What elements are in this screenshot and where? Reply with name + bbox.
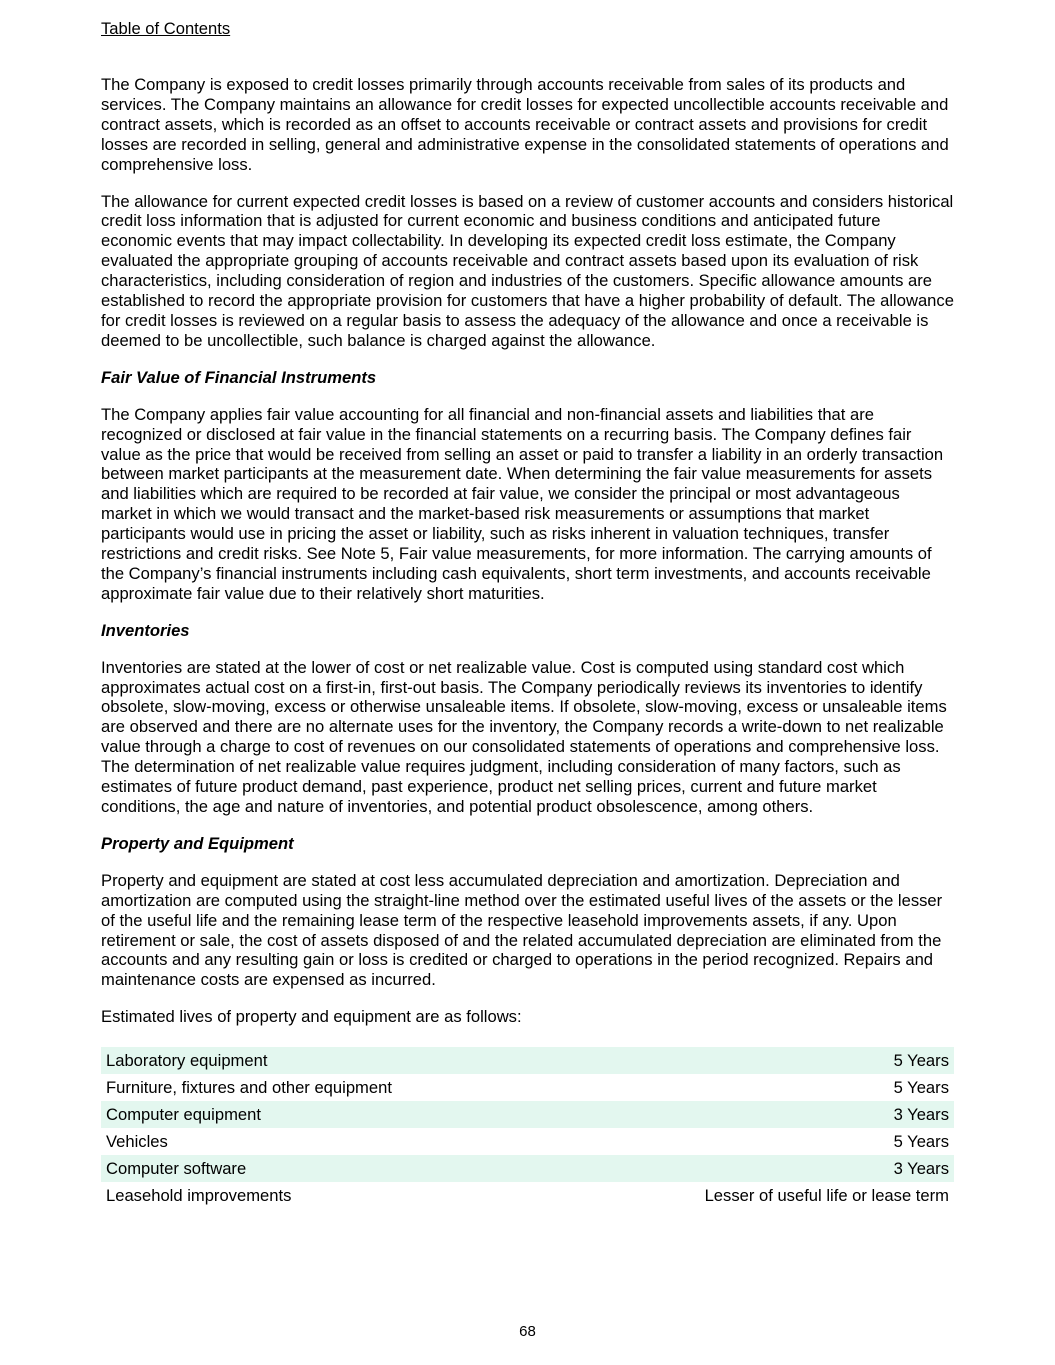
useful-life-cell: 3 Years [560,1155,954,1182]
heading-property-equipment: Property and Equipment [101,833,294,853]
table-of-contents-link[interactable]: Table of Contents [101,19,231,38]
asset-name-cell: Computer software [101,1155,560,1182]
useful-life-cell: 5 Years [560,1047,954,1074]
document-page [101,18,954,1209]
heading-inventories: Inventories [101,620,190,640]
asset-name-cell: Computer equipment [101,1101,560,1128]
useful-life-cell: 5 Years [893,1132,949,1152]
paragraph-credit-losses-2: The allowance for current expected credit losses is based on a review of customer accounts and considers historical credit loss information that is adjusted for current economic and business conditions and anticipated future economic events that may impact collectability. In developing its expected credit loss estimate, the Company evaluated the appropriate grouping of accounts receivable and contract assets based upon its evaluation of risk characteristics, including consideration of region and industries of the customers. Specific allowance amounts are established to record the appropriate provision for customers that have a higher probability of default. The allowance for credit losses is reviewed on a regular basis to assess the adequacy of the allowance and once a receivable is deemed to be uncollectible, such balance is charged against the allowance. [101,191,954,350]
table-row [101,1101,954,1128]
paragraph-inventories: Inventories are stated at the lower of cost or net realizable value. Cost is computed using standard cost which approximates actual cost on a first-in, first-out basis. The Company periodically reviews its inventories to identify obsolete, slow-moving, excess or otherwise unsaleable items. If obsolete, slow-moving, excess or unsaleable items are observed and there are no alternate uses for the inventory, the Company records a write-down to net realizable value through a charge to cost of revenues on our consolidated statements of operations and comprehensive loss. The determination of net realizable value requires judgment, including consideration of many factors, such as estimates of future product demand, past experience, product net selling prices, current and future market conditions, the age and nature of inventories, and potential product obsolescence, among others. [101,657,947,816]
asset-name-cell: Furniture, fixtures and other equipment [106,1078,392,1098]
useful-life-cell: 5 Years [893,1078,949,1098]
page-number: 68 [519,1323,536,1340]
paragraph-property-equipment: Property and equipment are stated at cost less accumulated depreciation and amortization. Depreciation and amortization are computed using the straight-line method over the estimated useful lives of the assets or the lesser of the useful life and the remaining lease term of the respective leasehold improvements assets, if any. Upon retirement or sale, the cost of assets disposed of and the related accumulated depreciation are eliminated from the accounts and any resulting gain or loss is credited or charged to operations in the period recognized. Repairs and maintenance costs are expensed as incurred. [101,870,943,990]
table-row [101,1182,954,1209]
estimated-lives-table [101,1047,954,1209]
asset-name-cell: Vehicles [106,1132,168,1152]
asset-name-cell: Leasehold improvements [106,1186,292,1206]
table-row [101,1155,954,1182]
paragraph-credit-losses-1: The Company is exposed to credit losses primarily through accounts receivable from sales of its products and services. The Company maintains an allowance for credit losses for expected uncollectible accounts receivable and contract assets, which is recorded as an offset to accounts receivable or contract assets and provisions for credit losses are recorded in selling, general and administrative expense in the consolidated statements of operations and comprehensive loss. [101,75,949,174]
table-row [101,1047,954,1074]
paragraph-estimated-lives-intro: Estimated lives of property and equipment are as follows: [101,1007,522,1027]
useful-life-cell: 3 Years [560,1101,954,1128]
table-row [101,1128,954,1155]
paragraph-fair-value: The Company applies fair value accounting for all financial and non-financial assets and liabilities that are recognized or disclosed at fair value in the financial statements on a recurring basis. The Company defines fair value as the price that would be received from selling an asset or paid to transfer a liability in an orderly transaction between market participants at the measurement date. When determining the fair value measurements for assets and liabilities which are required to be recorded at fair value, we consider the principal or most advantageous market in which we would transact and the market-based risk measurements or assumptions that market participants would use in pricing the asset or liability, such as risks inherent in valuation techniques, transfer restrictions and credit risks. See Note 5, Fair value measurements, for more information. The carrying amounts of the Company’s financial instruments including cash equivalents, short term investments, and accounts receivable approximate fair value due to their relatively short maturities. [101,404,944,603]
asset-name-cell: Laboratory equipment [101,1047,560,1074]
heading-fair-value: Fair Value of Financial Instruments [101,367,377,387]
table-row [101,1074,954,1101]
useful-life-cell: Lesser of useful life or lease term [704,1186,949,1206]
